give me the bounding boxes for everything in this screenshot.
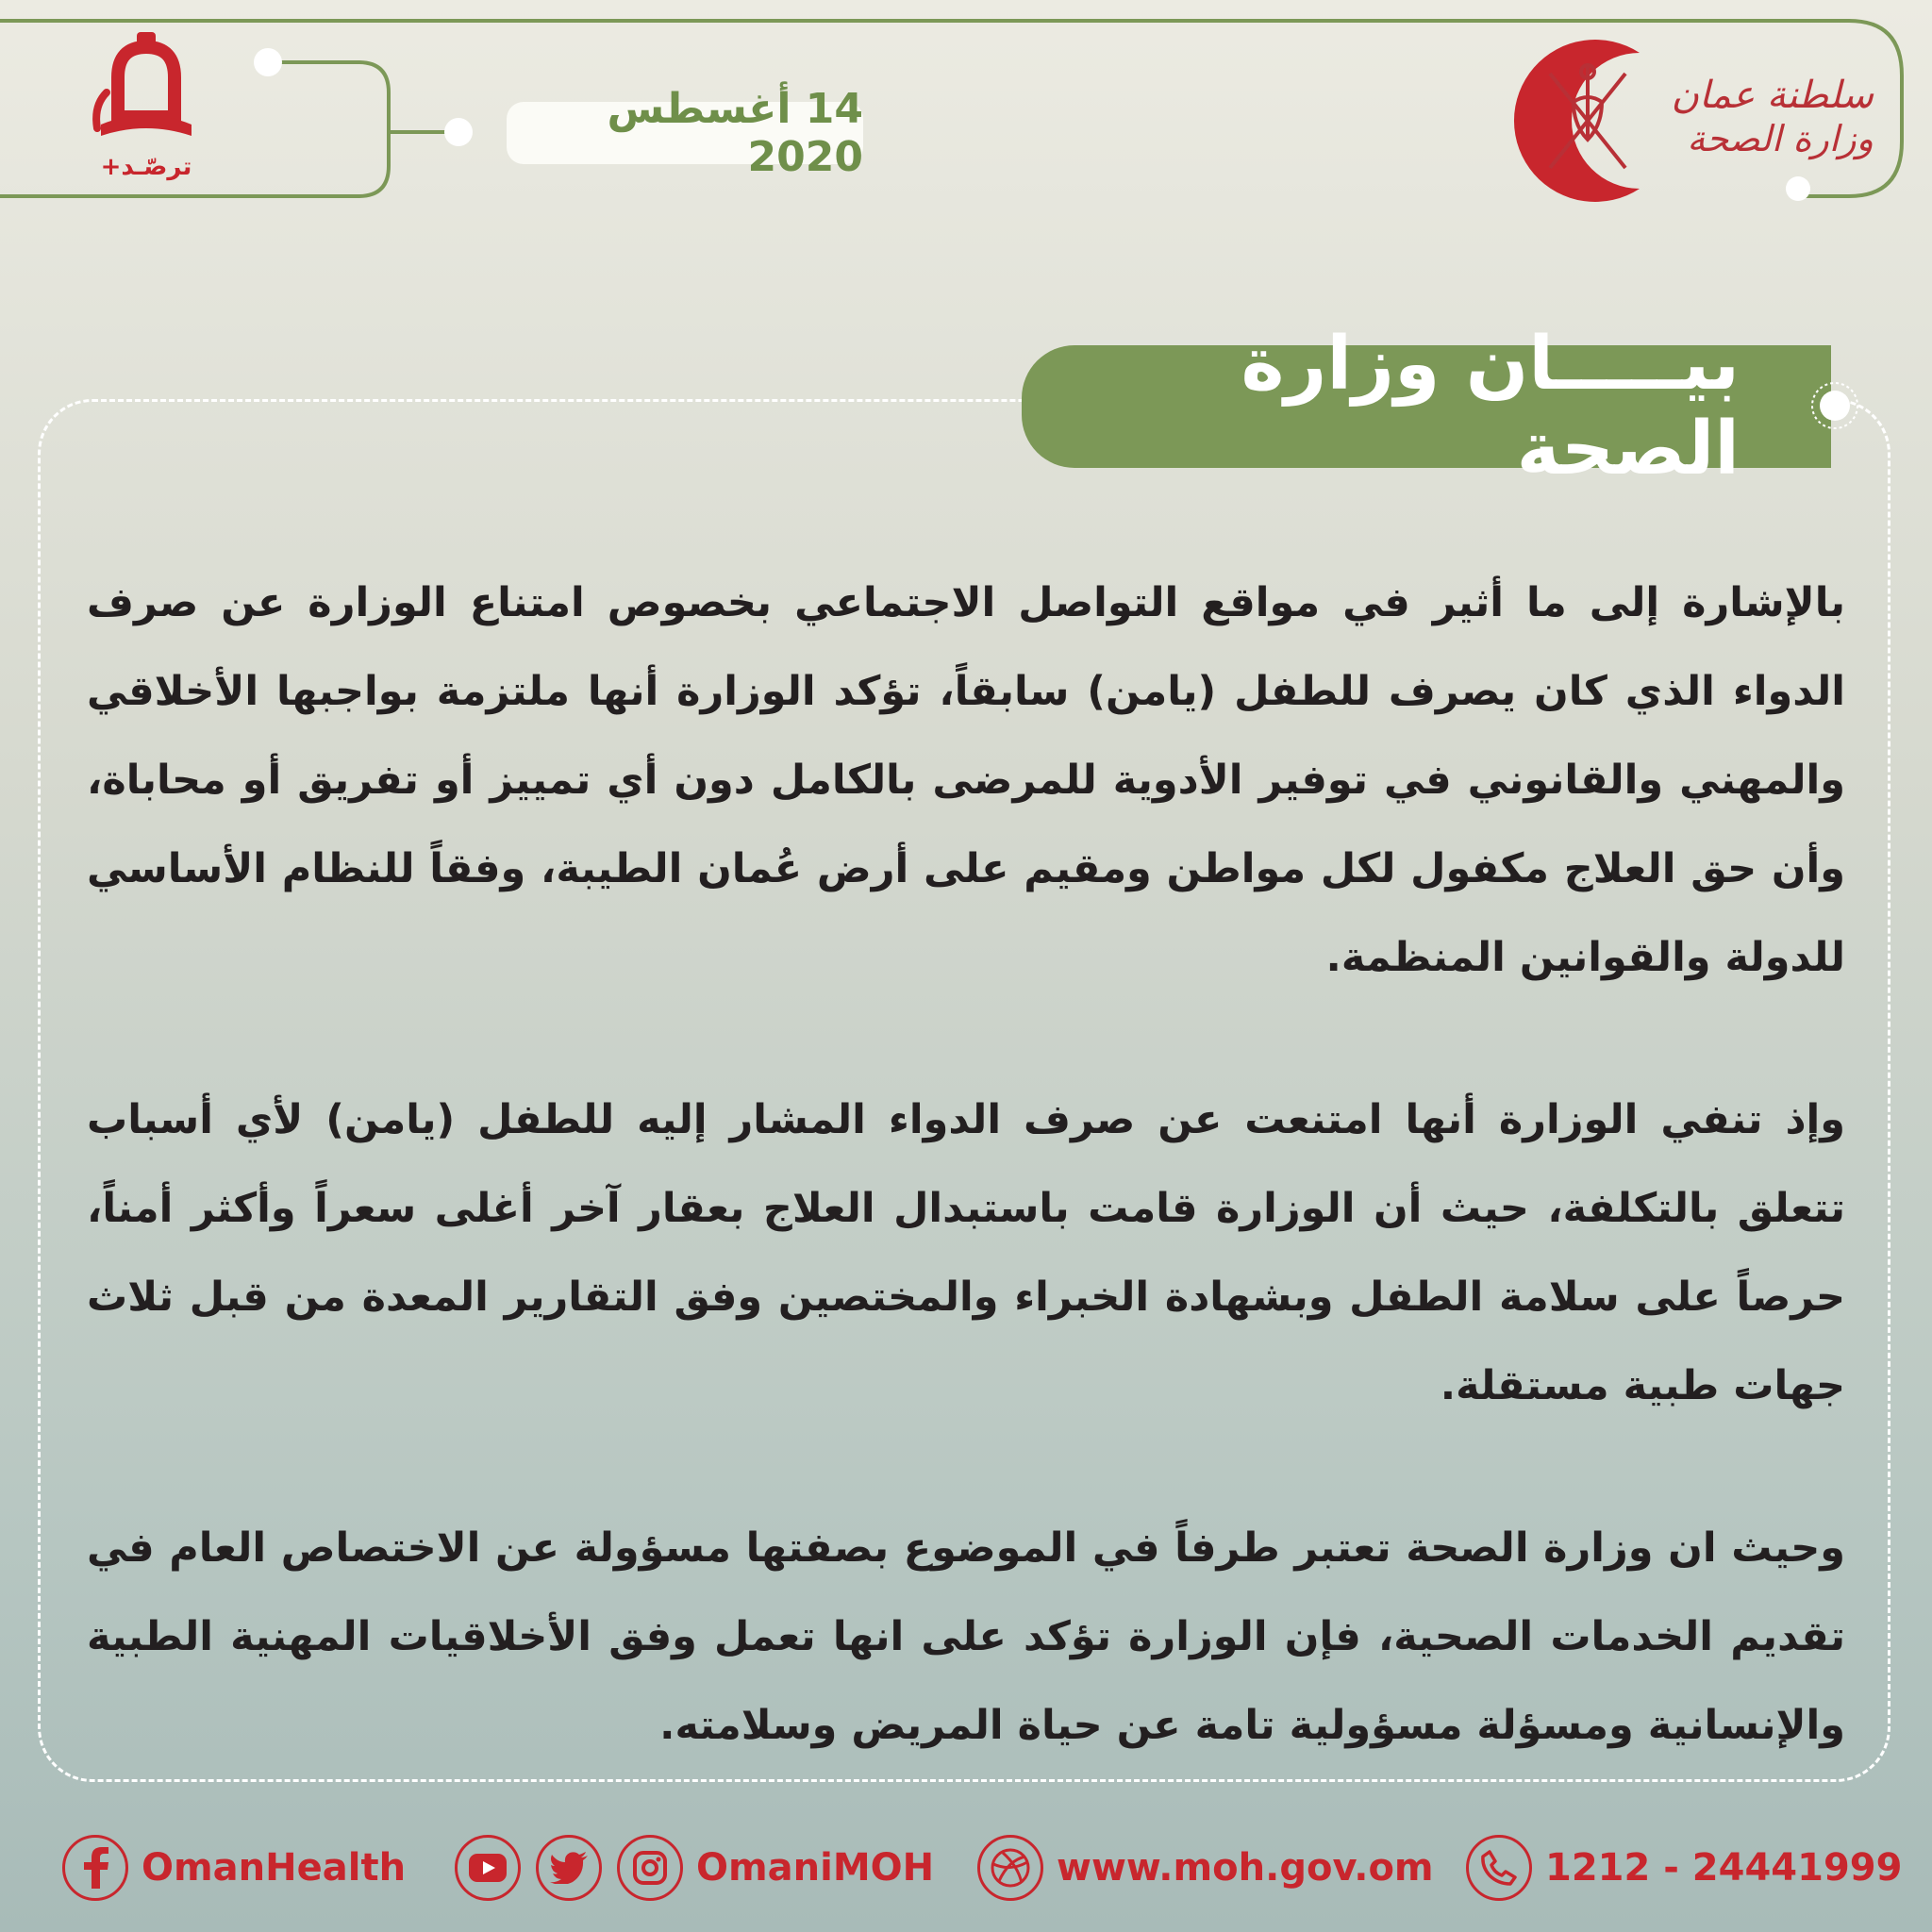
statement-body [87,558,1845,1843]
footer [0,1830,1932,1906]
ministry-name-line1: سلطنة عمان [1671,74,1874,117]
globe-icon [977,1835,1043,1901]
frame-dot-mid [444,118,473,146]
instagram-icon[interactable] [617,1835,683,1901]
website-url: www.moh.gov.om [1057,1846,1434,1890]
facebook-handle: OmanHealth [142,1846,407,1890]
facebook-link[interactable] [62,1830,406,1906]
frame-dot-right [1786,176,1810,201]
paragraph-2: وإذ تنفي الوزارة أنها امتنعت عن صرف الدواء المشار إليه للطفل (يامن) لأي أسباب تتعلق بالتكلفة، حيث أن الوزارة قامت باستبدال العلاج بعقار آخر أغلى سعراً وأكثر أمناً، حرصاً على سلامة الطفل وبشهادة الخبراء والمختصين وفق التقارير المعدة من قبل ثلاث جهات طبية مستقلة. [87,1096,1845,1409]
youtube-icon[interactable] [455,1835,521,1901]
social-handle: OmaniMOH [696,1846,935,1890]
ministry-name-line2: وزارة الصحة [1687,118,1874,159]
title-banner [1022,322,1831,491]
page-title: بيـــــان وزارة الصحة [1241,322,1740,491]
tarassud-label: ترصّـد+ [100,153,192,181]
phone-icon [1466,1835,1532,1901]
bell-icon [90,30,203,153]
paragraph-1: بالإشارة إلى ما أثير في مواقع التواصل الاجتماعي بخصوص امتناع الوزارة عن صرف الدواء الذي كان يصرف للطفل (يامن) سابقاً، تؤكد الوزارة أنها ملتزمة بواجبها الأخلاقي والمهني والقانوني في توفير الأدوية للمرضى بالكامل دون أي تمييز أو تفريق أو محاباة، وأن حق العلاج مكفول لكل مواطن ومقيم على أرض عُمان الطيبة، وفقاً للنظام الأساسي للدولة والقوانين المنظمة. [87,579,1845,981]
phone-number: 1212 - 24441999 [1545,1846,1903,1890]
date-text: 14 أغسطس 2020 [607,85,863,181]
ministry-emblem [1498,36,1677,206]
phone-link[interactable] [1466,1830,1902,1906]
tarassud-logo [90,30,203,191]
website-link[interactable] [977,1830,1434,1906]
twitter-icon[interactable] [536,1835,602,1901]
banner-dot [1810,381,1859,430]
ministry-name [1657,74,1874,168]
frame-dot-top [254,48,282,76]
date-badge [507,85,863,181]
paragraph-3: وحيث ان وزارة الصحة تعتبر طرفاً في الموضوع بصفتها مسؤولة عن الاختصاص العام في تقديم الخدمات الصحية، فإن الوزارة تؤكد على انها تعمل وفق الأخلاقيات المهنية الطبية والإنسانية ومسؤلة مسؤولية تامة عن حياة المريض وسلامته. [87,1524,1845,1749]
social-links[interactable] [455,1830,934,1906]
facebook-icon [62,1835,128,1901]
